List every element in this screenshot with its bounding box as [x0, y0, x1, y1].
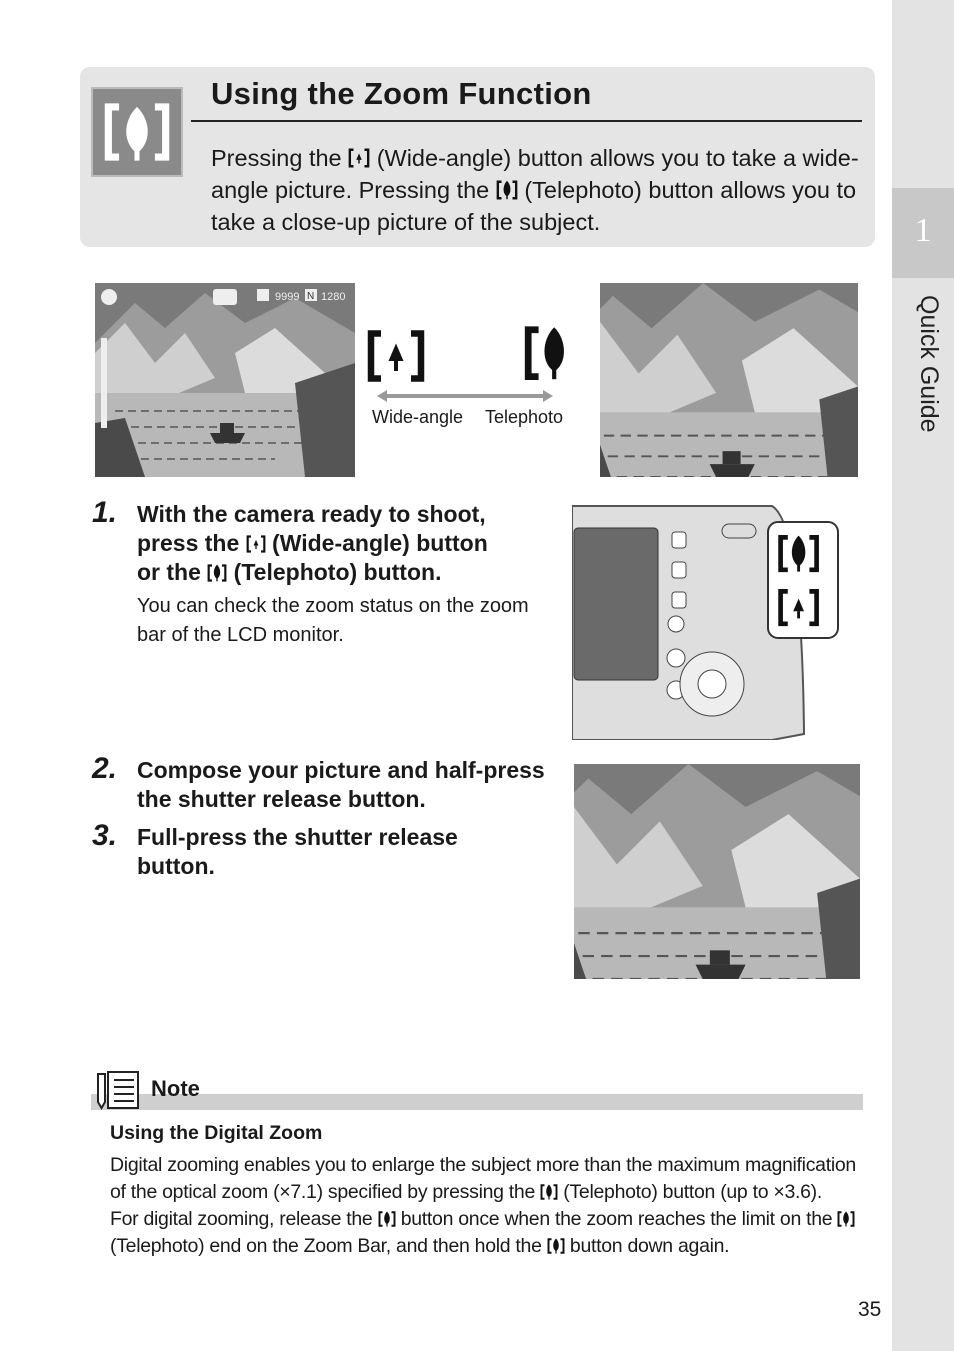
telephoto-icon: [837, 1210, 855, 1228]
note-paragraph-2: For digital zooming, release the button once when the zoom reaches the limit on the (Telephoto) end on the Zoom Bar, and then hold the button down again.: [110, 1206, 870, 1260]
note-heading: Note: [151, 1076, 200, 1101]
wide-angle-label: Wide-angle: [372, 407, 464, 427]
telephoto-icon: [540, 1183, 558, 1201]
telephoto-label: Telephoto: [485, 407, 564, 427]
chapter-number: 1: [914, 212, 932, 249]
remaining-shots: 9999: [275, 291, 300, 303]
telephoto-icon: [496, 179, 518, 201]
step-number: 2.: [92, 752, 118, 785]
page-number: 35: [858, 1298, 882, 1321]
page-title: Using the Zoom Function: [211, 76, 592, 111]
step-number: 3.: [92, 819, 118, 852]
zoom-range-arrow: [377, 390, 553, 402]
zoom-direction-diagram: [363, 322, 568, 408]
step-number: 1.: [92, 496, 118, 529]
section-label: Quick Guide: [915, 295, 943, 433]
camera-back-illustration: [572, 504, 844, 740]
step-2-instruction: Compose your picture and half-press the shutter release button.: [137, 757, 545, 812]
note-paragraph-1: Digital zooming enables you to enlarge the subject more than the maximum magnification of the optical zoom (×7.1) specified by pressing the (Telephoto) button (up to ×3.6).: [110, 1154, 856, 1203]
step-1-instruction: With the camera ready to shoot, press the (Wide-angle) button or the (Telephoto) button.: [137, 501, 488, 585]
telephoto-icon: [207, 563, 227, 583]
note-divider: [91, 1094, 863, 1110]
zoom-section-icon: [91, 87, 183, 177]
image-size: 1280: [321, 291, 346, 303]
telephoto-icon: [528, 327, 568, 379]
note-icon: [96, 1070, 142, 1110]
telephoto-icon: [547, 1237, 565, 1255]
lcd-telephoto-preview: [600, 283, 858, 477]
quality-mode: N: [307, 291, 315, 302]
lcd-half-press-preview: [574, 764, 860, 979]
title-divider: [191, 120, 862, 122]
step-1-detail: You can check the zoom status on the zoom bar of the LCD monitor.: [137, 595, 529, 646]
wide-angle-icon: [371, 334, 421, 379]
lcd-wide-angle-preview: [95, 283, 355, 477]
wide-angle-icon: [348, 147, 370, 169]
wide-angle-icon: [246, 534, 266, 554]
step-3-instruction: Full-press the shutter release button.: [137, 824, 458, 879]
telephoto-icon: [378, 1210, 396, 1228]
note-subheading: Using the Digital Zoom: [110, 1122, 323, 1144]
intro-paragraph: Pressing the (Wide-angle) button allows you to take a wide-angle picture. Pressing the (Telephoto) button allows you to take a close-up picture of the subject.: [211, 145, 859, 235]
